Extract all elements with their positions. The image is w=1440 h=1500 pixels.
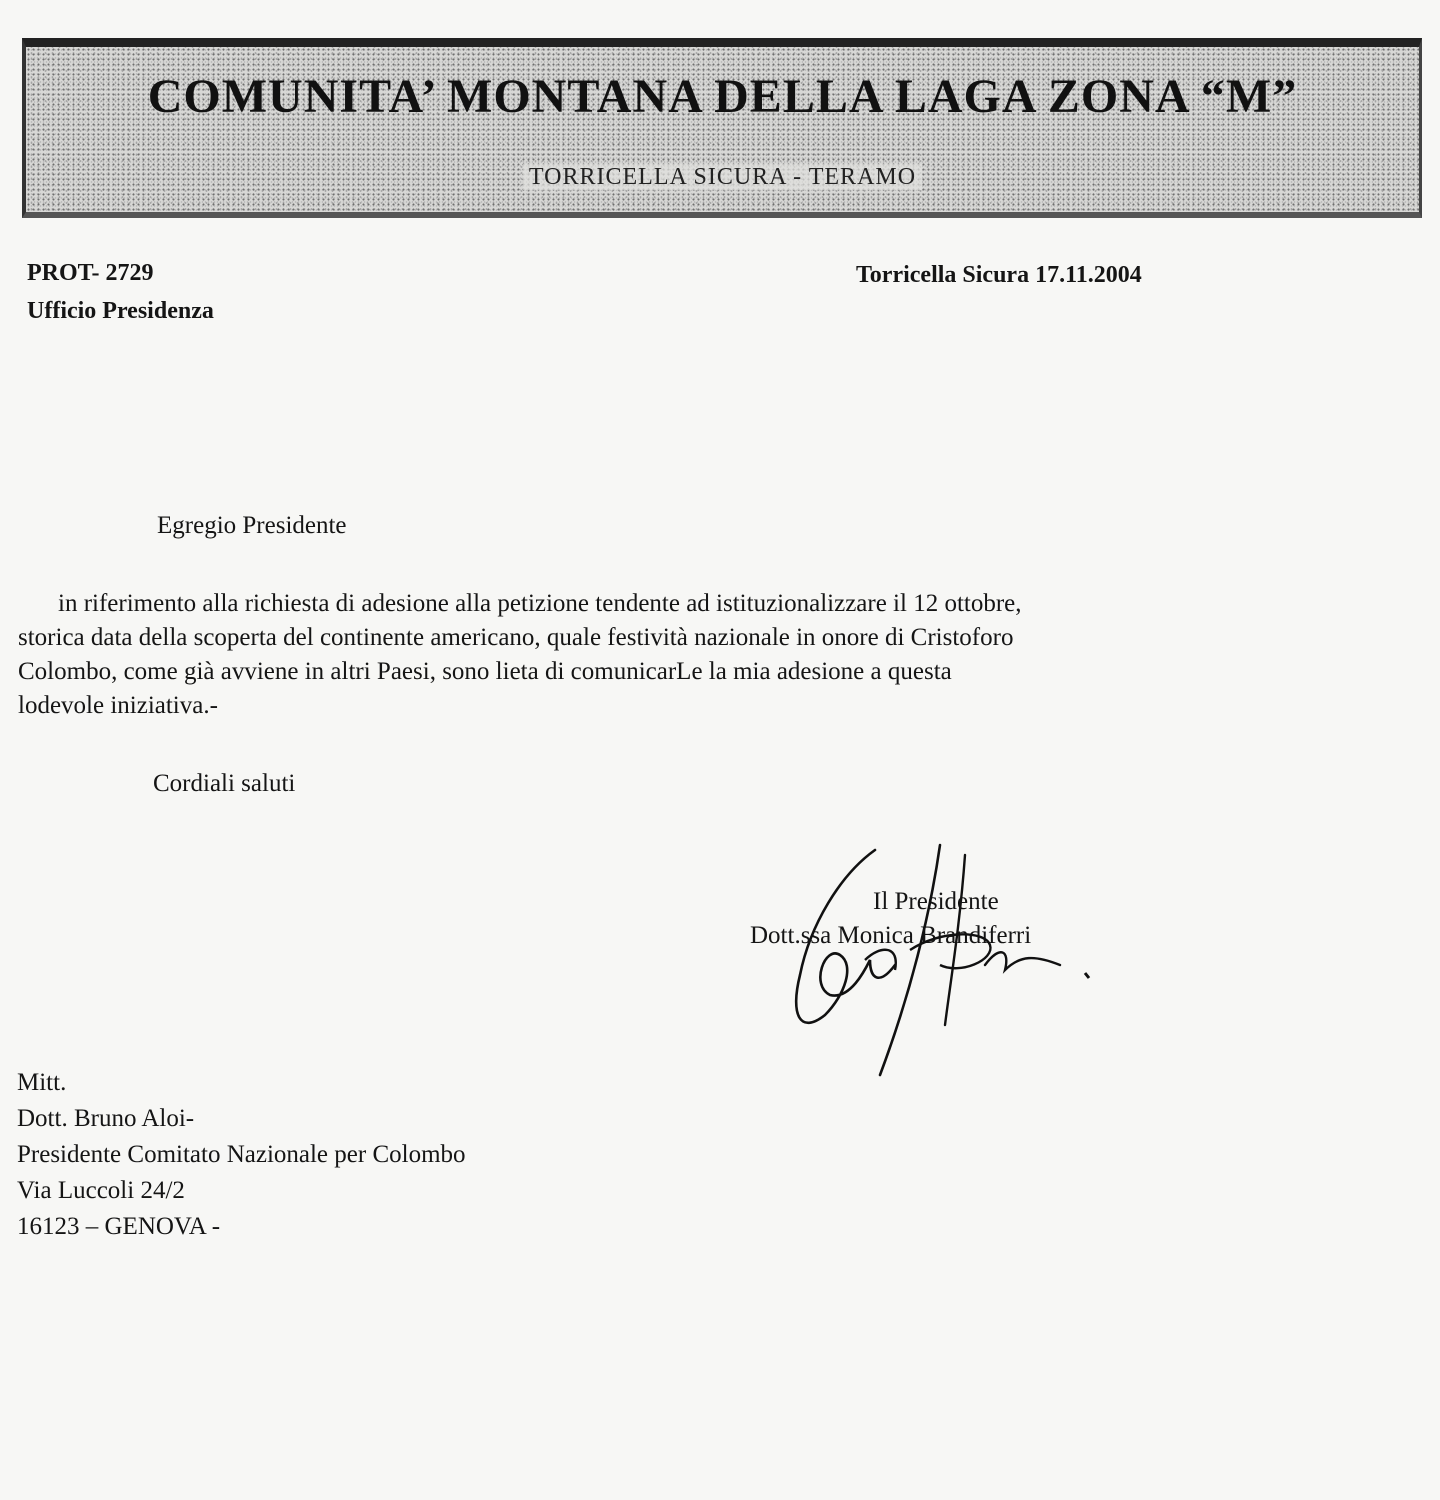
signatory-role: Il Presidente [873,888,999,915]
office-name: Ufficio Presidenza [27,298,214,324]
sender-label: Mitt. [17,1069,67,1096]
salutation: Egregio Presidente [157,512,347,539]
protocol-block [27,254,214,330]
sender-title: Presidente Comitato Nazionale per Colombo [17,1141,466,1168]
body-line: in riferimento alla richiesta di adesione alla petizione tendente ad istituzionalizzare il 12 ottobre, [58,590,1022,617]
closing: Cordiali saluti [153,770,296,797]
body-line: lodevole iniziativa.- [18,692,218,719]
letter-body [18,587,1378,723]
letterhead-subtitle: TORRICELLA SICURA - TERAMO [26,164,1419,191]
letterhead [22,38,1422,218]
sender-city: 16123 – GENOVA - [17,1213,221,1240]
sender-name: Dott. Bruno Aloi- [17,1105,195,1132]
body-line: Colombo, come già avviene in altri Paesi, sono lieta di comunicarLe la mia adesione a questa [18,658,952,685]
sender-address [17,1065,466,1245]
handwritten-signature [770,835,1110,1085]
signatory-name: Dott.ssa Monica Brandiferri [750,922,1032,949]
body-line: storica data della scoperta del continente americano, quale festività nazionale in onore di Cristoforo [18,624,1014,651]
sender-street: Via Luccoli 24/2 [17,1177,185,1204]
place-date: Torricella Sicura 17.11.2004 [856,262,1142,288]
letterhead-title: COMUNITA’ MONTANA DELLA LAGA ZONA “M” [147,70,1298,123]
protocol-number: PROT- 2729 [27,260,154,286]
